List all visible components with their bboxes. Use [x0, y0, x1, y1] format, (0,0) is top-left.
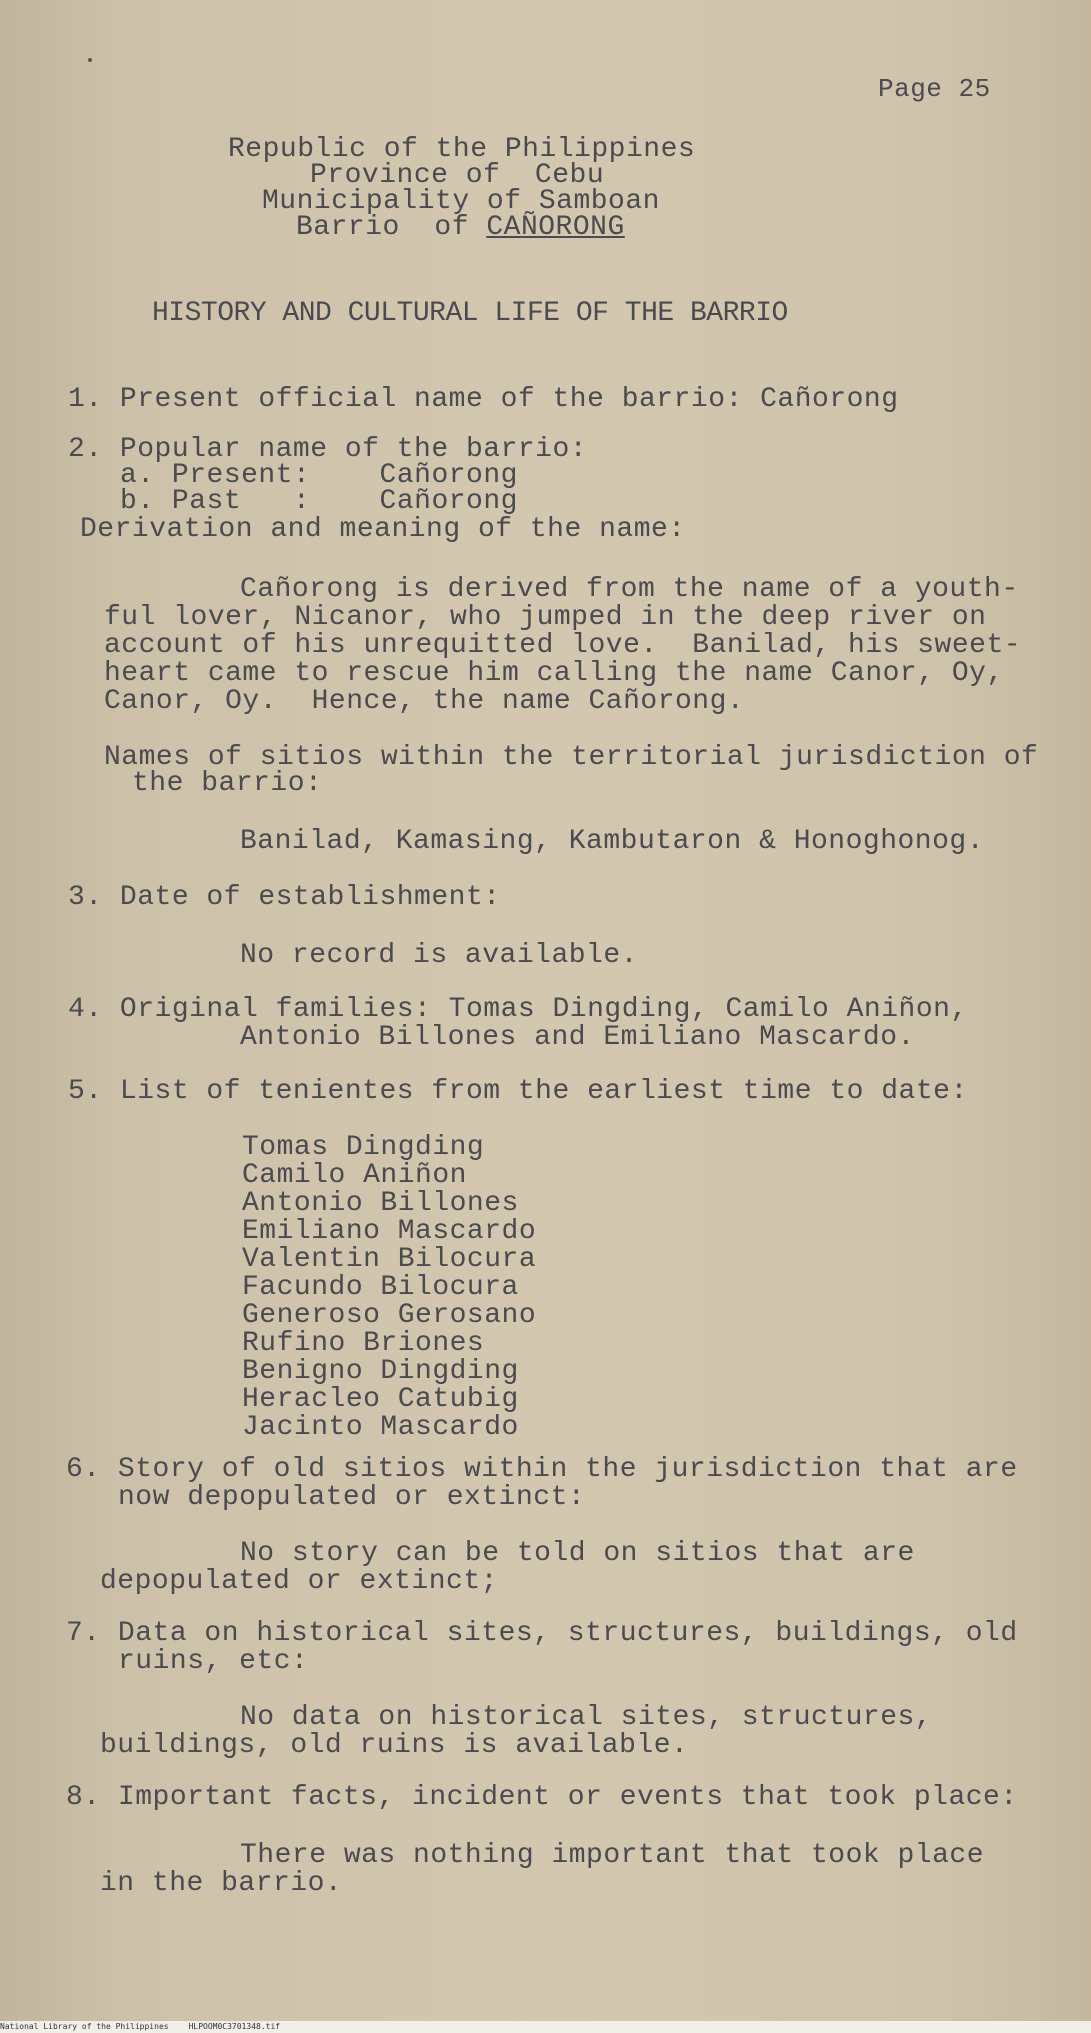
item-3-heading: 3. Date of establishment: [68, 882, 501, 913]
footer-file: HLPOOM0C3701348.tif [188, 2022, 281, 2031]
header-barrio [296, 212, 625, 243]
footer-library: National Library of the Philippines [0, 2022, 169, 2031]
teniente-name: Jacinto Mascardo [242, 1412, 519, 1443]
teniente-name: Benigno Dingding [242, 1356, 519, 1387]
header-barrio-prefix: Barrio of [296, 212, 487, 243]
derivation-line: ful lover, Nicanor, who jumped in the deep river on [104, 602, 987, 633]
header-barrio-name: CAÑORONG [486, 212, 625, 243]
item-3-text: No record is available. [240, 940, 638, 971]
item-4-line1: 4. Original families: Tomas Dingding, Camilo Aniñon, [68, 994, 968, 1025]
teniente-name: Emiliano Mascardo [242, 1216, 537, 1247]
item-6-heading: 6. Story of old sitios within the jurisdiction that are [66, 1454, 1018, 1485]
derivation-line: Canor, Oy. Hence, the name Cañorong. [104, 686, 745, 717]
teniente-name: Rufino Briones [242, 1328, 485, 1359]
teniente-name: Facundo Bilocura [242, 1272, 519, 1303]
teniente-name: Tomas Dingding [242, 1132, 485, 1163]
teniente-name: Antonio Billones [242, 1188, 519, 1219]
derivation-line: account of his unrequitted love. Banilad, his sweet- [104, 630, 1022, 661]
item-7-heading-cont: ruins, etc: [118, 1646, 309, 1677]
sitios-heading-cont: the barrio: [132, 768, 323, 799]
item-6-text: No story can be told on sitios that are [240, 1538, 915, 1569]
header-republic: Republic of the Philippines [228, 134, 696, 165]
item-2-heading: 2. Popular name of the barrio: [68, 434, 588, 465]
paper-speck [88, 58, 92, 62]
page-number: Page 25 [878, 74, 991, 104]
item-2-derivation-heading: Derivation and meaning of the name: [80, 514, 686, 545]
item-8-text-cont: in the barrio. [100, 1868, 343, 1899]
teniente-name: Generoso Gerosano [242, 1300, 537, 1331]
item-5-heading: 5. List of tenientes from the earliest time to date: [68, 1076, 968, 1107]
teniente-name: Heracleo Catubig [242, 1384, 519, 1415]
item-8-heading: 8. Important facts, incident or events that took place: [66, 1782, 1018, 1813]
sitios-heading: Names of sitios within the territorial jurisdiction of [104, 742, 1039, 773]
header-province: Province of Cebu [310, 160, 605, 191]
item-4-line2: Antonio Billones and Emiliano Mascardo. [240, 1022, 915, 1053]
derivation-line: Cañorong is derived from the name of a youth- [240, 574, 1019, 605]
item-6-text-cont: depopulated or extinct; [100, 1566, 498, 1597]
item-1: 1. Present official name of the barrio: Cañorong [68, 384, 899, 415]
item-8-text: There was nothing important that took place [240, 1840, 985, 1871]
sitios-list: Banilad, Kamasing, Kambutaron & Honoghonog. [240, 826, 985, 857]
item-7-text: No data on historical sites, structures, [240, 1702, 933, 1733]
item-7-heading: 7. Data on historical sites, structures, buildings, old [66, 1618, 1018, 1649]
item-2-present: a. Present: Cañorong [120, 460, 518, 491]
teniente-name: Valentin Bilocura [242, 1244, 537, 1275]
item-6-heading-cont: now depopulated or extinct: [118, 1482, 586, 1513]
header-municipality: Municipality of Samboan [262, 186, 660, 217]
teniente-name: Camilo Aniñon [242, 1160, 467, 1191]
derivation-line: heart came to rescue him calling the name Canor, Oy, [104, 658, 1004, 689]
scan-footer [0, 2021, 1091, 2033]
item-2-past: b. Past : Cañorong [120, 486, 518, 517]
item-7-text-cont: buildings, old ruins is available. [100, 1730, 689, 1761]
document-title: HISTORY AND CULTURAL LIFE OF THE BARRIO [152, 298, 788, 329]
